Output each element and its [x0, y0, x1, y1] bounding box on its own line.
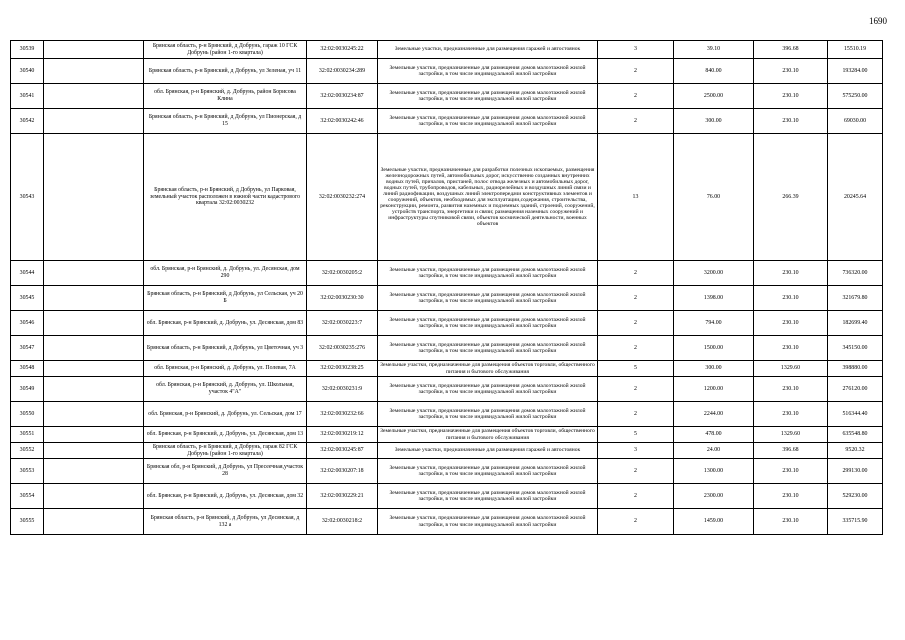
area-cell: 794.00: [674, 311, 754, 336]
specific-value-cell: 266.39: [754, 134, 828, 261]
specific-value-cell: 230.10: [754, 261, 828, 286]
area-cell: 300.00: [674, 109, 754, 134]
area-cell: 840.00: [674, 59, 754, 84]
cadastral-number-cell: 32:02:0030219:12: [307, 427, 378, 443]
address-cell: Брянская обл, р-н Брянский, д Добрунь, ул Пресеечная,участок 28: [144, 459, 307, 484]
empty-cell: [44, 286, 144, 311]
use-group-cell: 2: [598, 261, 674, 286]
use-group-cell: 2: [598, 84, 674, 109]
cadastral-value-cell: 20245.64: [828, 134, 883, 261]
cadastral-value-cell: 299130.00: [828, 459, 883, 484]
area-cell: 2300.00: [674, 484, 754, 509]
use-group-cell: 5: [598, 427, 674, 443]
table-row: [11, 261, 883, 286]
cadastral-number-cell: 32:02:0030235:276: [307, 336, 378, 361]
empty-cell: [44, 311, 144, 336]
row-number-cell: 30539: [11, 41, 44, 59]
area-cell: 76.00: [674, 134, 754, 261]
empty-cell: [44, 336, 144, 361]
page-number: 1690: [869, 16, 887, 26]
use-group-cell: 2: [598, 311, 674, 336]
table-row: [11, 311, 883, 336]
row-number-cell: 30547: [11, 336, 44, 361]
cadastral-number-cell: 32:02:0030245:22: [307, 41, 378, 59]
empty-cell: [44, 509, 144, 535]
table-row: [11, 336, 883, 361]
cadastral-value-cell: 182699.40: [828, 311, 883, 336]
land-use-description-cell: Земельные участки, предназначенные для размещения домов малоэтажной жилой застройки, в том числе индивидуальной жилой застройки: [378, 311, 598, 336]
table-row: [11, 134, 883, 261]
land-use-description-cell: Земельные участки, предназначенные для размещения домов малоэтажной жилой застройки, в том числе индивидуальной жилой застройки: [378, 377, 598, 402]
use-group-cell: 2: [598, 377, 674, 402]
use-group-cell: 2: [598, 59, 674, 84]
address-cell: обл. Брянская, р-н Брянский, д. Добрунь, ул. Десянская, дом 83: [144, 311, 307, 336]
cadastral-number-cell: 32:02:0030229:21: [307, 484, 378, 509]
specific-value-cell: 1329.60: [754, 427, 828, 443]
land-use-description-cell: Земельные участки, предназначенные для размещения объектов торговли, общественного питания и бытового обслуживания: [378, 361, 598, 377]
specific-value-cell: 230.10: [754, 286, 828, 311]
cadastral-value-cell: 635548.80: [828, 427, 883, 443]
cadastral-value-cell: 69030.00: [828, 109, 883, 134]
row-number-cell: 30555: [11, 509, 44, 535]
land-use-description-cell: Земельные участки, предназначенные для разработки полезных ископаемых, размещения железнодорожных путей, автомобильных дорог, искусственно созданных внутренних водных путей, причалов, пристаней, полос отвода железных и автомобильных дорог, водных путей, трубопроводов, кабельных, радиорелейных и воздушных линий связи и линий радиофикации, воздушных линий электропередачи конструктивных элементов и сооружений, объектов, необходимых для эксплуатации,содержания, строительства, реконструкции, ремонта, развития наземных и подземных зданий, строений, сооружений, устройств транспорта, энергетики и связи; размещения наземных сооружений и инфраструктуры спутниковой связи, объектов космической деятельности, военных объектов: [378, 134, 598, 261]
empty-cell: [44, 377, 144, 402]
use-group-cell: 2: [598, 286, 674, 311]
use-group-cell: 2: [598, 459, 674, 484]
empty-cell: [44, 443, 144, 459]
row-number-cell: 30554: [11, 484, 44, 509]
land-use-description-cell: Земельные участки, предназначенные для размещения домов малоэтажной жилой застройки, в том числе индивидуальной жилой застройки: [378, 509, 598, 535]
specific-value-cell: 230.10: [754, 109, 828, 134]
cadastral-value-cell: 276120.00: [828, 377, 883, 402]
area-cell: 1300.00: [674, 459, 754, 484]
area-cell: 24.00: [674, 443, 754, 459]
empty-cell: [44, 41, 144, 59]
address-cell: Брянская область, р-н Брянский, д Добрунь, ул Пионерская, д 15: [144, 109, 307, 134]
use-group-cell: 3: [598, 443, 674, 459]
cadastral-number-cell: 32:02:0030207:18: [307, 459, 378, 484]
specific-value-cell: 230.10: [754, 336, 828, 361]
cadastral-value-cell: 516344.40: [828, 402, 883, 427]
empty-cell: [44, 134, 144, 261]
use-group-cell: 2: [598, 109, 674, 134]
address-cell: обл. Брянская, р-н Брянский, д. Добрунь, ул. Полевая, 7А: [144, 361, 307, 377]
cadastral-value-cell: 193284.00: [828, 59, 883, 84]
cadastral-number-cell: 32:02:0030232:274: [307, 134, 378, 261]
specific-value-cell: 230.10: [754, 402, 828, 427]
land-use-description-cell: Земельные участки, предназначенные для размещения домов малоэтажной жилой застройки, в том числе индивидуальной жилой застройки: [378, 336, 598, 361]
area-cell: 1200.00: [674, 377, 754, 402]
area-cell: 1398.00: [674, 286, 754, 311]
row-number-cell: 30549: [11, 377, 44, 402]
area-cell: 2500.00: [674, 84, 754, 109]
row-number-cell: 30552: [11, 443, 44, 459]
specific-value-cell: 230.10: [754, 484, 828, 509]
specific-value-cell: 1329.60: [754, 361, 828, 377]
table-row: [11, 361, 883, 377]
table-row: [11, 84, 883, 109]
use-group-cell: 13: [598, 134, 674, 261]
use-group-cell: 2: [598, 402, 674, 427]
specific-value-cell: 230.10: [754, 459, 828, 484]
address-cell: обл. Брянская, р-н Брянский, д. Добрунь, ул. Десянская, дом 13: [144, 427, 307, 443]
empty-cell: [44, 261, 144, 286]
cadastral-value-cell: 335715.90: [828, 509, 883, 535]
table-row: [11, 286, 883, 311]
cadastral-number-cell: 32:02:0030205:2: [307, 261, 378, 286]
row-number-cell: 30544: [11, 261, 44, 286]
empty-cell: [44, 484, 144, 509]
cadastral-value-cell: 15510.19: [828, 41, 883, 59]
table-row: [11, 109, 883, 134]
specific-value-cell: 230.10: [754, 311, 828, 336]
use-group-cell: 2: [598, 509, 674, 535]
table-row: [11, 59, 883, 84]
land-use-description-cell: Земельные участки, предназначенные для размещения домов малоэтажной жилой застройки, в том числе индивидуальной жилой застройки: [378, 286, 598, 311]
specific-value-cell: 396.68: [754, 443, 828, 459]
area-cell: 3200.00: [674, 261, 754, 286]
specific-value-cell: 230.10: [754, 509, 828, 535]
address-cell: Брянская область, р-н Брянский, д Добрунь, ул Зеленая, уч 11: [144, 59, 307, 84]
area-cell: 39.10: [674, 41, 754, 59]
address-cell: Брянская область, р-н Брянский, д Добрунь, ул Десянская, д 132 а: [144, 509, 307, 535]
address-cell: Брянская область, р-н Брянский, д Добрунь, ул Парковая, земельный участок расположен в южной части кадастрового квартала 32:02:0030232: [144, 134, 307, 261]
land-use-description-cell: Земельные участки, предназначенные для размещения домов малоэтажной жилой застройки, в том числе индивидуальной жилой застройки: [378, 459, 598, 484]
use-group-cell: 2: [598, 336, 674, 361]
empty-cell: [44, 109, 144, 134]
address-cell: Брянская область, р-н Брянский, д Добрунь, гараж 82 ГСК Добрунь (район 1-го квартала): [144, 443, 307, 459]
cadastral-number-cell: 32:02:0030238:25: [307, 361, 378, 377]
row-number-cell: 30551: [11, 427, 44, 443]
row-number-cell: 30540: [11, 59, 44, 84]
cadastral-number-cell: 32:02:0030230:30: [307, 286, 378, 311]
area-cell: 2244.00: [674, 402, 754, 427]
specific-value-cell: 230.10: [754, 59, 828, 84]
row-number-cell: 30545: [11, 286, 44, 311]
address-cell: обл. Брянская, р-н Брянский, д. Добрунь, ул. Сельская, дом 17: [144, 402, 307, 427]
row-number-cell: 30553: [11, 459, 44, 484]
address-cell: обл. Брянская, р-н Брянский, д. Добрунь, ул. Школьная, участок 4"А": [144, 377, 307, 402]
row-number-cell: 30543: [11, 134, 44, 261]
specific-value-cell: 396.68: [754, 41, 828, 59]
specific-value-cell: 230.10: [754, 84, 828, 109]
use-group-cell: 3: [598, 41, 674, 59]
empty-cell: [44, 84, 144, 109]
cadastral-number-cell: 32:02:0030234:87: [307, 84, 378, 109]
cadastral-value-cell: 345150.00: [828, 336, 883, 361]
area-cell: 300.00: [674, 361, 754, 377]
cadastral-number-cell: 32:02:0030242:46: [307, 109, 378, 134]
empty-cell: [44, 402, 144, 427]
table-row: [11, 509, 883, 535]
use-group-cell: 5: [598, 361, 674, 377]
table-row: [11, 427, 883, 443]
empty-cell: [44, 459, 144, 484]
cadastral-value-cell: 736320.00: [828, 261, 883, 286]
row-number-cell: 30541: [11, 84, 44, 109]
cadastral-number-cell: 32:02:0030223:7: [307, 311, 378, 336]
address-cell: Брянская область, р-н Брянский, д Добрунь, ул Сельская, уч 20 Б: [144, 286, 307, 311]
table-row: [11, 459, 883, 484]
area-cell: 1459.00: [674, 509, 754, 535]
table-row: [11, 484, 883, 509]
land-use-description-cell: Земельные участки, предназначенные для размещения объектов торговли, общественного питания и бытового обслуживания: [378, 427, 598, 443]
row-number-cell: 30550: [11, 402, 44, 427]
area-cell: 478.00: [674, 427, 754, 443]
cadastral-number-cell: 32:02:0030232:66: [307, 402, 378, 427]
cadastral-value-cell: 575250.00: [828, 84, 883, 109]
land-use-description-cell: Земельные участки, предназначенные для размещения гаражей и автостоянок: [378, 41, 598, 59]
land-use-description-cell: Земельные участки, предназначенные для размещения гаражей и автостоянок: [378, 443, 598, 459]
cadastral-value-cell: 321679.80: [828, 286, 883, 311]
address-cell: Брянская область, р-н Брянский, д Добрунь, гараж 10 ГСК Добрунь (район 1-го квартала): [144, 41, 307, 59]
cadastral-value-cell: 529230.00: [828, 484, 883, 509]
empty-cell: [44, 427, 144, 443]
cadastral-number-cell: 32:02:0030218:2: [307, 509, 378, 535]
land-use-description-cell: Земельные участки, предназначенные для размещения домов малоэтажной жилой застройки, в том числе индивидуальной жилой застройки: [378, 84, 598, 109]
cadastral-value-cell: 9520.32: [828, 443, 883, 459]
empty-cell: [44, 59, 144, 84]
cadastral-number-cell: 32:02:0030231:9: [307, 377, 378, 402]
table-row: [11, 443, 883, 459]
cadastral-value-table: [10, 40, 883, 535]
specific-value-cell: 230.10: [754, 377, 828, 402]
address-cell: обл. Брянская, р-н Брянский, д. Добрунь, ул. Десянская, дом 290: [144, 261, 307, 286]
use-group-cell: 2: [598, 484, 674, 509]
land-use-description-cell: Земельные участки, предназначенные для размещения домов малоэтажной жилой застройки, в том числе индивидуальной жилой застройки: [378, 402, 598, 427]
area-cell: 1500.00: [674, 336, 754, 361]
table-row: [11, 41, 883, 59]
table-row: [11, 377, 883, 402]
cadastral-value-cell: 398880.00: [828, 361, 883, 377]
empty-cell: [44, 361, 144, 377]
land-use-description-cell: Земельные участки, предназначенные для размещения домов малоэтажной жилой застройки, в том числе индивидуальной жилой застройки: [378, 59, 598, 84]
address-cell: обл. Брянская, р-н Брянский, д. Добрунь, район Борисова Клина: [144, 84, 307, 109]
cadastral-number-cell: 32:02:0030234:289: [307, 59, 378, 84]
cadastral-number-cell: 32:02:0030245:87: [307, 443, 378, 459]
row-number-cell: 30548: [11, 361, 44, 377]
land-use-description-cell: Земельные участки, предназначенные для размещения домов малоэтажной жилой застройки, в том числе индивидуальной жилой застройки: [378, 109, 598, 134]
address-cell: Брянская область, р-н Брянский, д Добрунь, ул Цветочная, уч 3: [144, 336, 307, 361]
address-cell: обл. Брянская, р-н Брянский, д. Добрунь, ул. Десянская, дом 32: [144, 484, 307, 509]
table-row: [11, 402, 883, 427]
row-number-cell: 30542: [11, 109, 44, 134]
row-number-cell: 30546: [11, 311, 44, 336]
land-use-description-cell: Земельные участки, предназначенные для размещения домов малоэтажной жилой застройки, в том числе индивидуальной жилой застройки: [378, 484, 598, 509]
land-use-description-cell: Земельные участки, предназначенные для размещения домов малоэтажной жилой застройки, в том числе индивидуальной жилой застройки: [378, 261, 598, 286]
